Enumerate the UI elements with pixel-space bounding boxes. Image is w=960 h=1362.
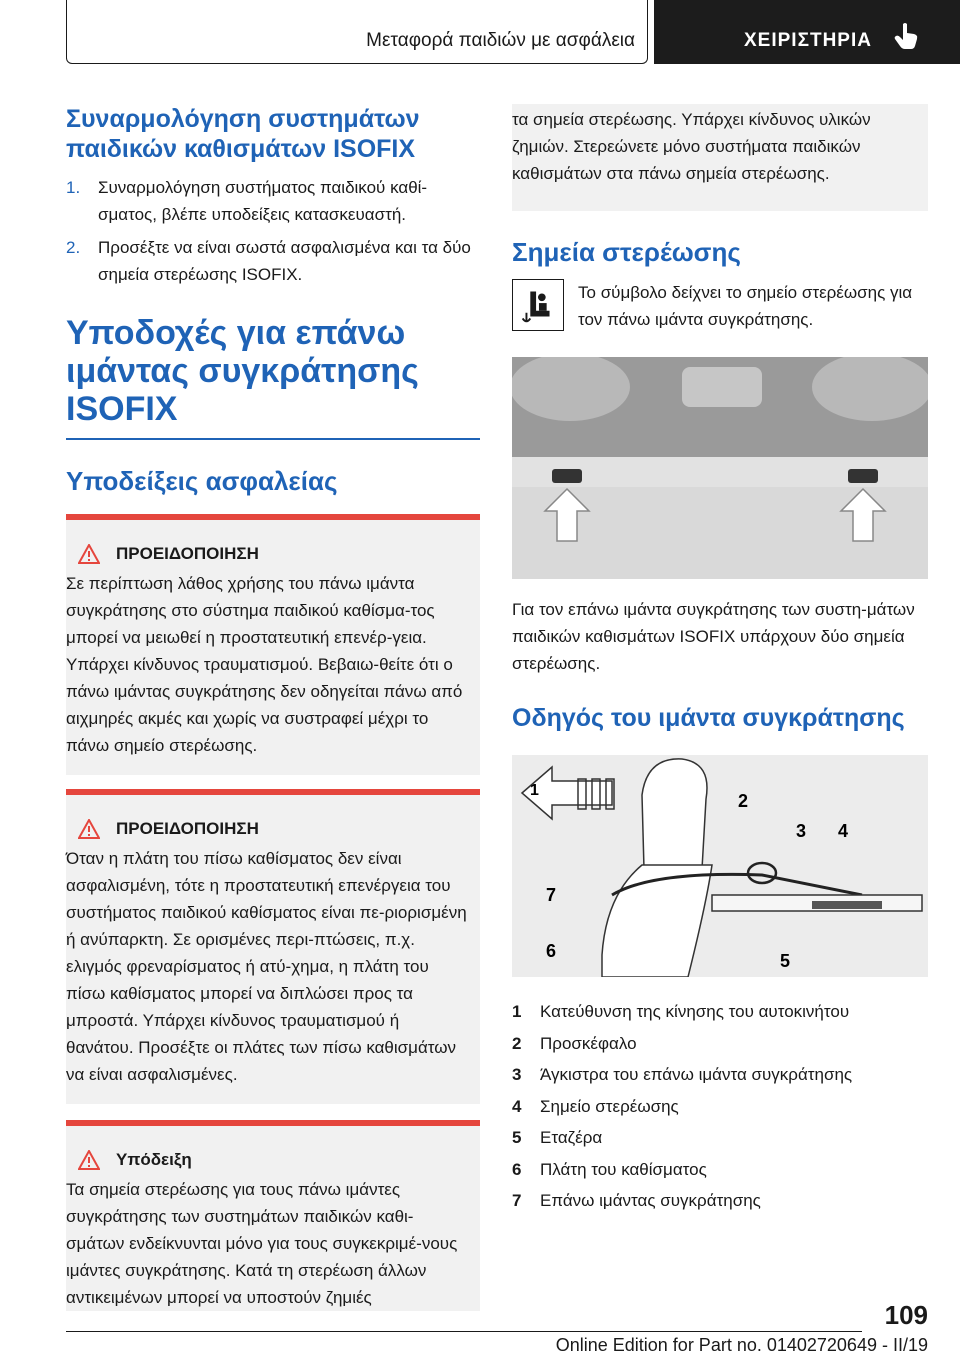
diagram-label: 4 <box>838 821 849 841</box>
note-triangle-icon <box>78 1150 100 1170</box>
step-number: 2. <box>66 238 81 257</box>
step-text: Προσέξτε να είναι σωστά ασφαλισμένα και τα δύο σημεία στερέωσης ISOFIX. <box>98 238 471 284</box>
legend-key: 5 <box>512 1128 522 1147</box>
section-tab <box>654 0 960 64</box>
legend-text: Κατεύθυνση της κίνησης του αυτοκινήτου <box>540 1002 850 1021</box>
list-item <box>512 1122 928 1154</box>
assembly-heading: Συναρμολόγηση συστημάτων παιδικών καθισμάτων ISOFIX <box>66 105 420 163</box>
guide-heading: Οδηγός του ιμάντα συγκράτησης <box>512 704 905 732</box>
note-label: Υπόδειξη <box>116 1149 192 1169</box>
footer-text: Online Edition for Part no. 01402720649 - II/19 <box>555 1335 928 1355</box>
warning-text: Σε περίπτωση λάθος χρήσης του πάνω ιμάντα συγκράτησης στο σύστημα παιδικού καθίσμα-τος μπορεί να μειωθεί η προστατευτική επενέρ-γεια. Υπάρχει κίνδυνος τραυματισμού. Βεβαιω-θείτε ότι ο πάνω ιμάντας συγκράτησης δεν οδηγείται πάνω από αιχμηρές ακμές και χωρίς να συστραφεί μέχρι το πάνω σημείο στερέωσης. <box>66 573 463 755</box>
diagram-label: 1 <box>530 782 539 799</box>
warning-triangle-icon <box>78 819 100 839</box>
diagram-label: 5 <box>780 951 791 971</box>
legend-key: 2 <box>512 1033 522 1053</box>
note-title <box>78 1150 470 1170</box>
list-item <box>512 1091 928 1123</box>
note-continuation: τα σημεία στερέωσης. Υπάρχει κίνδυνος υλικών ζημιών. Στερεώνετε μόνο συστήματα παιδικών καθισμάτων στα πάνω σημεία στερέωσης. <box>512 104 928 211</box>
legend-key: 6 <box>512 1159 522 1179</box>
legend-text: Εταζέρα <box>540 1128 603 1147</box>
legend-text: Σημείο στερέωσης <box>540 1096 679 1116</box>
legend-text: Προσκέφαλο <box>540 1033 637 1053</box>
diagram-label: 2 <box>738 791 749 811</box>
warning-triangle-icon <box>78 544 100 564</box>
page-number: 109 <box>884 1300 928 1330</box>
section-title: ΧΕΙΡΙΣΤΗΡΙΑ <box>744 30 872 51</box>
diagram-label: 7 <box>546 885 557 905</box>
heading-divider <box>66 438 480 440</box>
list-item <box>512 1185 928 1217</box>
anchor-points-photo <box>512 357 928 579</box>
list-item <box>512 996 928 1028</box>
note-box <box>66 1120 480 1311</box>
legend-key: 3 <box>512 1065 522 1084</box>
anchor-heading: Σημεία στερέωσης <box>512 237 741 267</box>
list-item <box>512 1154 928 1186</box>
diagram-legend <box>512 996 928 1217</box>
legend-text: Άγκιστρα του επάνω ιμάντα συγκράτησης <box>540 1065 853 1084</box>
warning-box <box>66 514 480 775</box>
warning-label: ΠΡΟΕΙΔΟΠΟΙΗΣΗ <box>116 818 259 838</box>
chapter-tab <box>66 0 648 64</box>
list-item <box>512 1028 928 1060</box>
legend-key: 7 <box>512 1191 522 1210</box>
warning-title <box>78 544 470 564</box>
list-item <box>512 1059 928 1091</box>
warning-box <box>66 789 480 1104</box>
list-item <box>66 234 480 288</box>
anchor-symbol-row <box>512 279 928 333</box>
pointing-hand-icon <box>894 22 920 50</box>
anchor-description: Για τον επάνω ιμάντα συγκράτησης των συστη-μάτων παιδικών καθισμάτων ISOFIX υπάρχουν δύο σημεία στερέωσης. <box>512 600 915 673</box>
list-item <box>66 174 480 228</box>
warning-label: ΠΡΟΕΙΔΟΠΟΙΗΣΗ <box>116 543 259 563</box>
symbol-description: Το σύμβολο δείχνει το σημείο στερέωσης για τον πάνω ιμάντα συγκράτησης. <box>578 283 913 329</box>
footer-divider <box>66 1331 862 1332</box>
diagram-label: 3 <box>796 821 807 841</box>
legend-text: Επάνω ιμάντας συγκράτησης <box>540 1191 761 1210</box>
note-text: Τα σημεία στερέωσης για τους πάνω ιμάντες συγκράτησης των συστημάτων παιδικών καθι-σμάτων ενδείκνυνται μόνο για τους συγκεκριμέ-νους ιμάντες συγκράτησης. Κατά τη στερέωση άλλων αντικειμένων μπορεί να υποστούν ζημιές <box>66 1179 458 1307</box>
warning-text: Όταν η πλάτη του πίσω καθίσματος δεν είναι ασφαλισμένη, τότε η προστατευτική επενέργεια του συστήματος παιδικού καθίσματος είναι πε-ριορισμένη ή ανύπαρκτη. Σε ορισμένες περι-πτώσεις, π.χ. ελιγμός φρεναρίσματος ή ατύ-χημα, η πλάτη του πίσω καθίσματος μπορεί να διπλώσει προς τα μπροστά. Υπάρχει κίνδυνος τραυματισμού ή θανάτου. Προσέξτε οι πλάτες των πίσω καθισμάτων να είναι ασφαλισμένες. <box>66 848 467 1084</box>
warning-title <box>78 819 470 839</box>
right-column <box>512 104 928 1217</box>
legend-key: 4 <box>512 1096 522 1116</box>
step-text: Συναρμολόγηση συστήματος παιδικού καθί-σματος, βλέπε υποδείξεις κατασκευαστή. <box>98 178 428 224</box>
left-column <box>66 104 480 1311</box>
legend-text: Πλάτη του καθίσματος <box>540 1159 707 1179</box>
strap-guide-diagram <box>512 755 928 977</box>
child-seat-anchor-icon <box>512 279 564 331</box>
assembly-steps <box>66 174 480 288</box>
legend-key: 1 <box>512 1002 522 1021</box>
diagram-label: 6 <box>546 941 557 961</box>
safety-heading: Υποδείξεις ασφαλείας <box>66 465 338 496</box>
chapter-title: Μεταφορά παιδιών με ασφάλεια <box>366 30 635 51</box>
step-number: 1. <box>66 178 81 197</box>
mount-heading: Υποδοχές για επάνω ιμάντας συγκράτησης ISOFIX <box>66 314 419 428</box>
